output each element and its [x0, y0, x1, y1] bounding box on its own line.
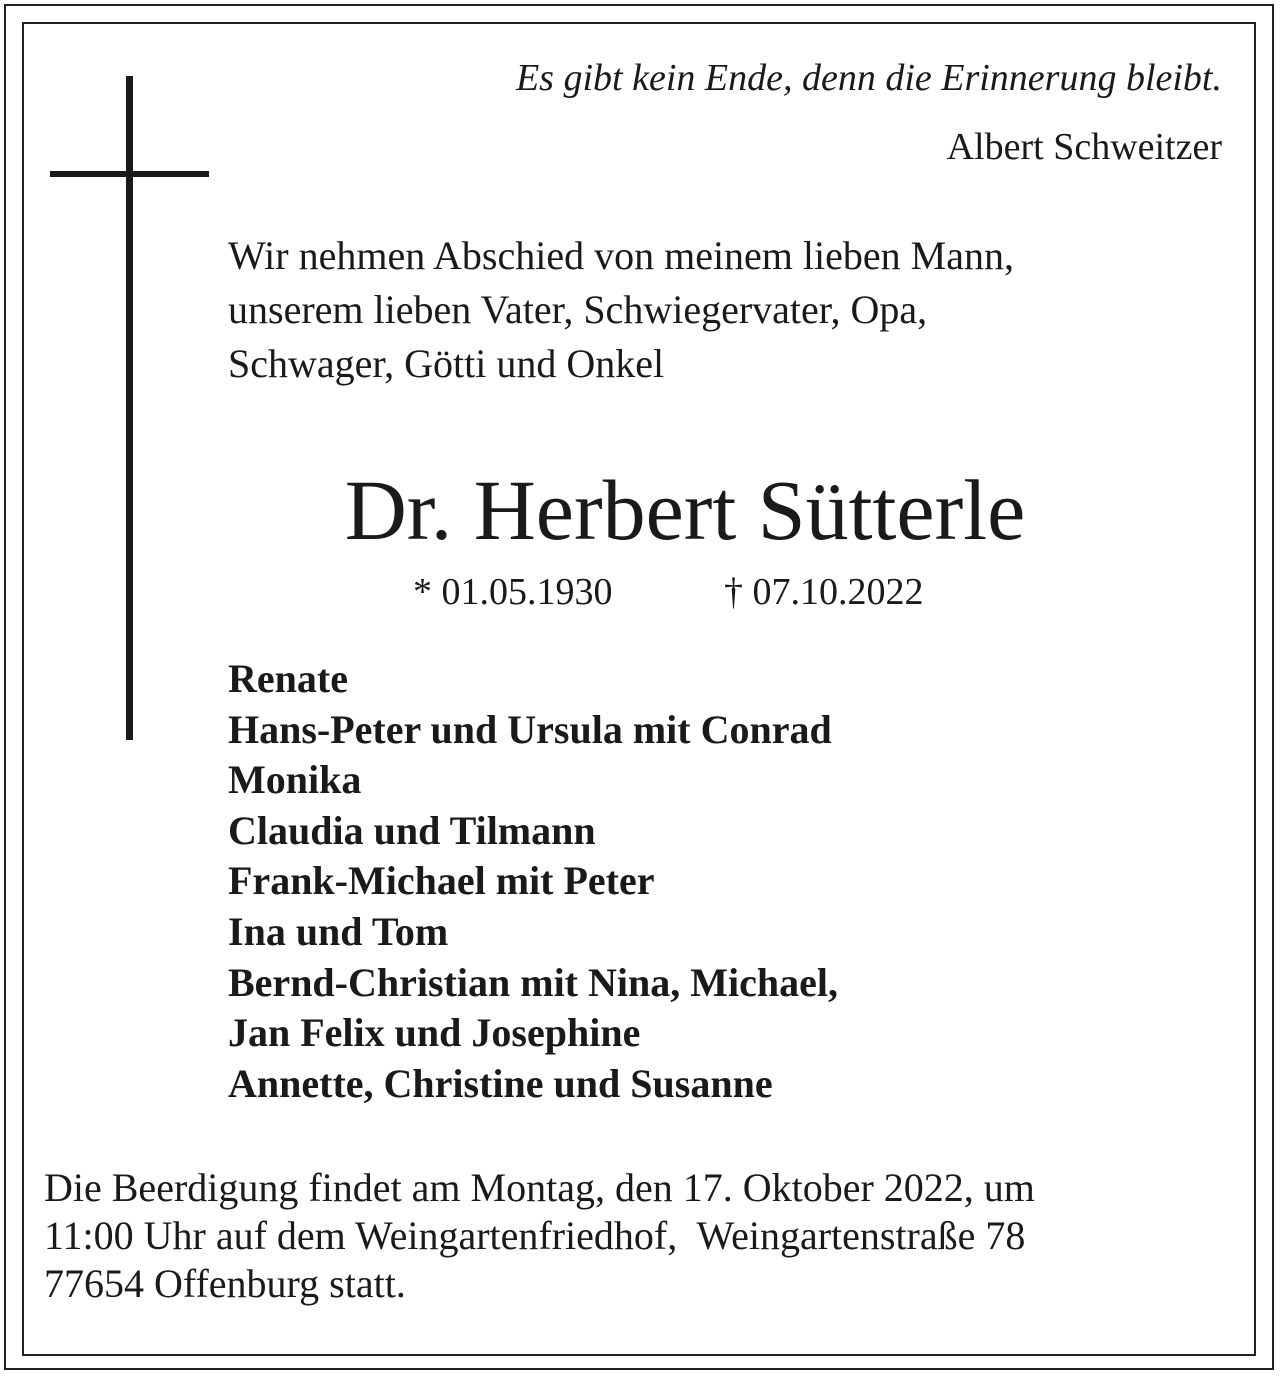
cross-icon-horizontal-bar	[50, 171, 209, 177]
mourner-line: Ina und Tom	[228, 908, 449, 954]
funeral-notice	[44, 1164, 1035, 1308]
funeral-line: 77654 Offenburg statt.	[44, 1261, 406, 1306]
mourner-line: Bernd-Christian mit Nina, Michael,	[228, 959, 838, 1005]
death-date: † 07.10.2022	[724, 571, 924, 613]
intro-line: Wir nehmen Abschied von meinem lieben Mann,	[228, 233, 1014, 278]
deceased-name: Dr. Herbert Sütterle	[344, 462, 1026, 558]
intro-text	[228, 229, 1014, 391]
intro-line: unserem lieben Vater, Schwiegervater, Opa,	[228, 287, 928, 332]
mourner-line: Renate	[228, 656, 348, 701]
intro-line: Schwager, Götti und Onkel	[228, 341, 665, 386]
funeral-line: Die Beerdigung findet am Montag, den 17. Oktober 2022, um	[44, 1165, 1035, 1210]
mourner-line: Hans-Peter und Ursula mit Conrad	[228, 706, 832, 752]
birth-date: * 01.05.1930	[413, 571, 613, 613]
mourner-line: Monika	[228, 757, 362, 803]
mourner-line: Claudia und Tilmann	[228, 807, 596, 853]
mourner-line: Annette, Christine und Susanne	[228, 1060, 773, 1106]
funeral-line: 11:00 Uhr auf dem Weingartenfriedhof, Weingartenstraße 78	[44, 1213, 1026, 1258]
mourner-line: Frank-Michael mit Peter	[228, 858, 655, 904]
quote-text: Es gibt kein Ende, denn die Erinnerung bleibt.	[515, 57, 1222, 99]
mourners-list	[228, 654, 838, 1109]
mourner-line: Jan Felix und Josephine	[228, 1010, 641, 1056]
quote-author: Albert Schweitzer	[946, 126, 1222, 168]
